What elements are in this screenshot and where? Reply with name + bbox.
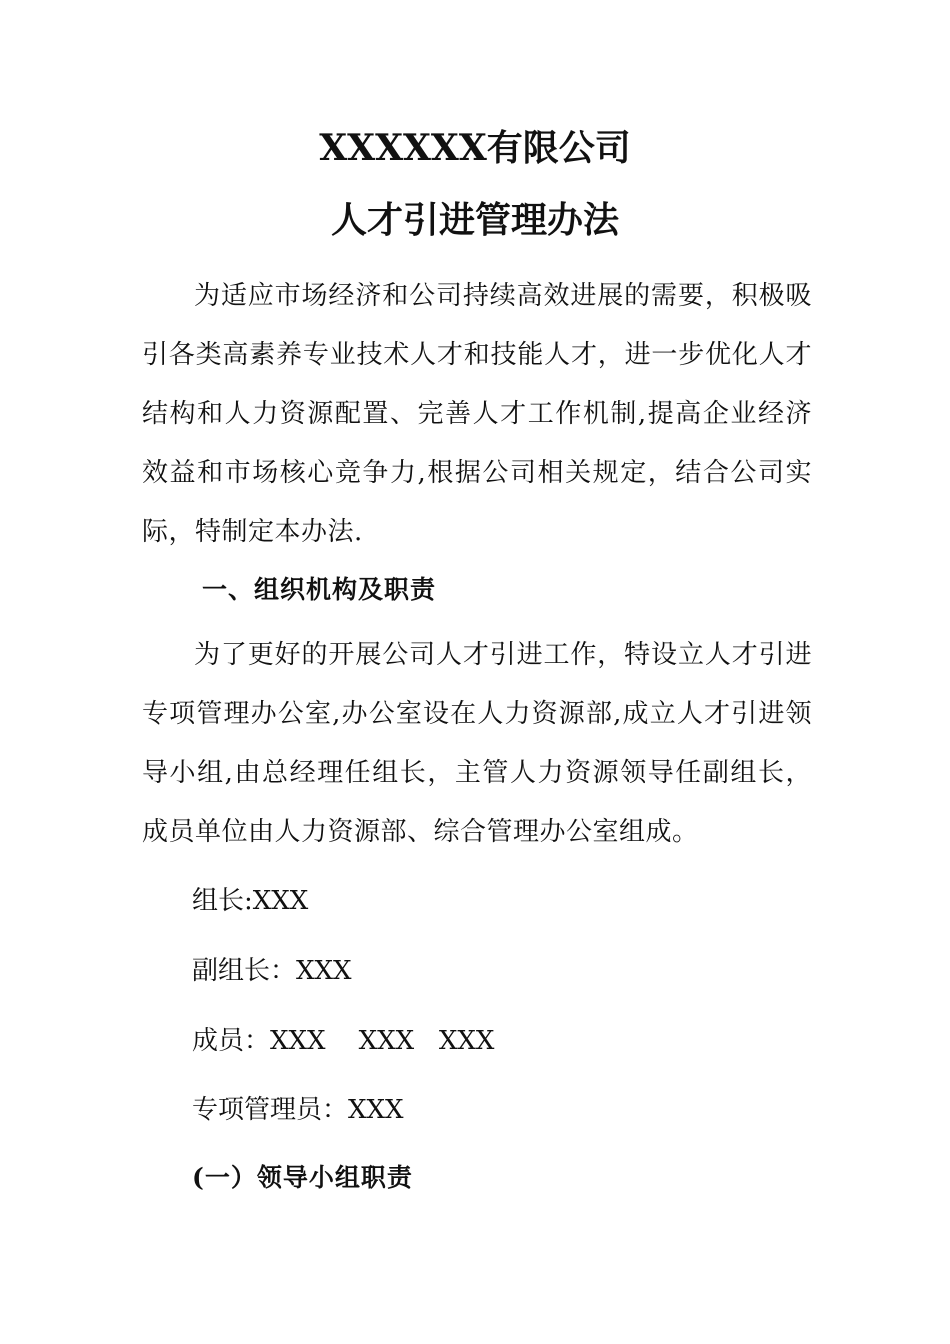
deputy-leader-line: 副组长：XXX bbox=[192, 956, 352, 986]
intro-paragraph: 为适应市场经济和公司持续高效进展的需要，积极吸引各类高素养专业技术人才和技能人才，进一步优化人才结构和人力资源配置、完善人才工作机制,提高企业经济效益和市场核心竞争力,根据公司相关规定，结合公司实际，特制定本办法. bbox=[142, 281, 812, 547]
document-title-company: XXXXXX有限公司 bbox=[319, 127, 631, 169]
members-line: 成员：XXX XXX XXX bbox=[192, 1026, 495, 1056]
organization-paragraph: 为了更好的开展公司人才引进工作，特设立人才引进专项管理办公室,办公室设在人力资源部,成立人才引进领导小组,由总经理任组长，主管人力资源领导任副组长，成员单位由人力资源部、综合管理办公室组成。 bbox=[142, 640, 812, 847]
administrator-line: 专项管理员：XXX bbox=[192, 1095, 404, 1125]
document-title-regulation: 人才引进管理办法 bbox=[330, 199, 619, 241]
section-heading-organization: 一、组织机构及职责 bbox=[202, 575, 437, 604]
subsection-heading-leadership-duties: (一）领导小组职责 bbox=[192, 1163, 413, 1192]
leader-line: 组长:XXX bbox=[192, 886, 309, 916]
